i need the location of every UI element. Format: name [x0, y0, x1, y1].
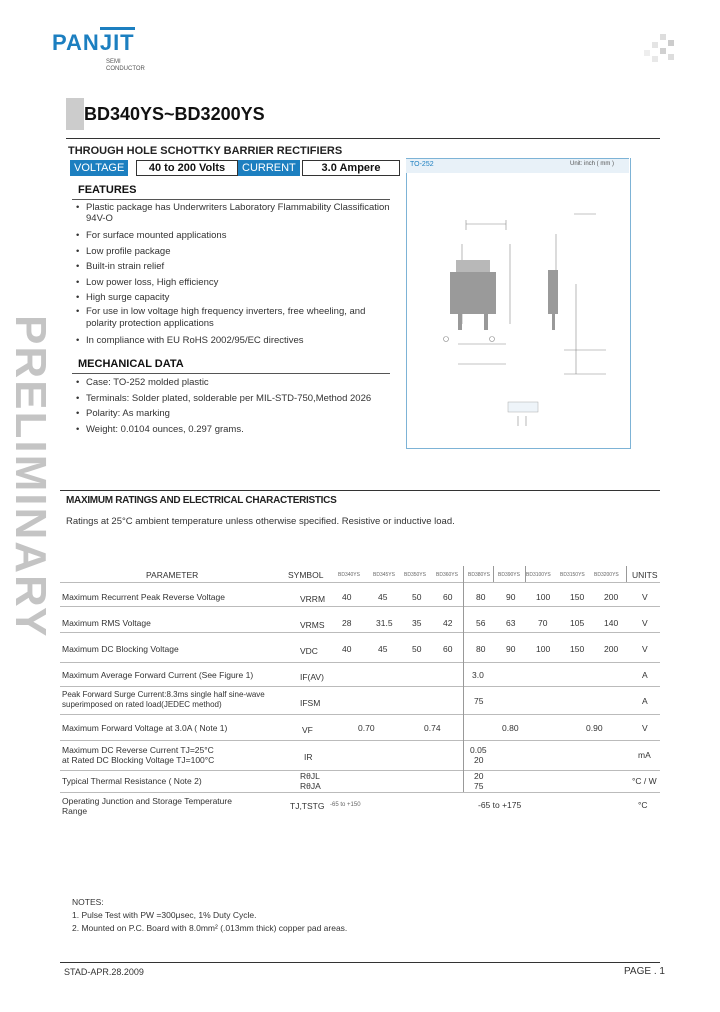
value-cell: 3.0: [472, 670, 484, 680]
param-cell: Range: [62, 806, 88, 816]
unit-cell: °C: [638, 800, 648, 810]
features-heading: FEATURES: [78, 184, 137, 196]
mechanical-heading: MECHANICAL DATA: [78, 358, 184, 370]
value-cell: 75: [474, 781, 484, 791]
list-item: • In compliance with EU RoHS 2002/95/EC directives: [76, 333, 394, 349]
list-item: • Low power loss, High efficiency: [76, 275, 394, 291]
symbol-cell: VRRM: [300, 594, 326, 604]
value-cell: 70: [538, 618, 548, 628]
subtitle: THROUGH HOLE SCHOTTKY BARRIER RECTIFIERS: [68, 145, 343, 157]
table-rule: [60, 662, 660, 663]
mechanical-list: [76, 375, 416, 437]
symbol-cell: VF: [302, 725, 313, 735]
value-cell: -65 to +150: [330, 802, 361, 808]
value-cell: 140: [604, 618, 619, 628]
value-cell: 100: [536, 592, 551, 602]
value-cell: 45: [378, 592, 388, 602]
value-cell: 200: [604, 644, 619, 654]
footer-rule: [60, 962, 660, 963]
param-cell: Operating Junction and Storage Temperature: [62, 796, 232, 806]
symbol-cell: VRMS: [300, 620, 325, 630]
unit-cell: A: [642, 696, 648, 706]
symbol-cell: RθJA: [300, 781, 321, 791]
table-rule: [60, 714, 660, 715]
list-item: • Terminals: Solder plated, solderable per MIL-STD-750,Method 2026: [76, 391, 416, 407]
brand-subtitle: [106, 59, 145, 73]
voltage-value: 40 to 200 Volts: [136, 160, 238, 176]
col-part: BD3200YS: [594, 572, 619, 578]
list-item: • High surge capacity: [76, 290, 394, 306]
note-item: 2. Mounted on P.C. Board with 8.0mm² (.013mm thick) copper pad areas.: [72, 923, 348, 933]
table-rule: [60, 686, 660, 687]
value-cell: 90: [506, 592, 516, 602]
unit-cell: V: [642, 592, 648, 602]
value-cell: 0.90: [586, 723, 603, 733]
param-cell: Peak Forward Surge Current:8.3ms single half sine-wave superimposed on rated load(JEDEC method): [62, 690, 265, 709]
value-cell: 200: [604, 592, 619, 602]
features-rule: [72, 199, 390, 200]
note-item: 1. Pulse Test with PW =300μsec, 1% Duty Cycle.: [72, 910, 257, 920]
unit-cell: V: [642, 723, 648, 733]
col-part: BD380YS: [468, 572, 490, 578]
symbol-cell: IF(AV): [300, 672, 324, 682]
col-part: BD360YS: [436, 572, 458, 578]
value-cell: 20: [474, 755, 484, 765]
page-title: BD340YS~BD3200YS: [84, 104, 265, 124]
table-rule: [60, 792, 660, 793]
ratings-table: [60, 566, 660, 826]
footer-date: STAD-APR.28.2009: [64, 967, 144, 977]
value-cell: 60: [443, 592, 453, 602]
value-cell: 20: [474, 771, 484, 781]
param-cell: Maximum DC Blocking Voltage: [62, 644, 179, 654]
ratings-heading: MAXIMUM RATINGS AND ELECTRICAL CHARACTERISTICS: [66, 495, 337, 506]
table-rule: [60, 582, 660, 583]
value-cell: 45: [378, 644, 388, 654]
notes-heading: NOTES:: [72, 897, 104, 907]
list-item: • Case: TO-252 molded plastic: [76, 375, 416, 391]
value-cell: 42: [443, 618, 453, 628]
voltage-label: VOLTAGE: [70, 160, 128, 176]
col-part: BD345YS: [373, 572, 395, 578]
current-label: CURRENT: [238, 160, 300, 176]
value-cell: 60: [443, 644, 453, 654]
value-cell: 63: [506, 618, 516, 628]
col-symbol: SYMBOL: [288, 570, 324, 580]
col-part: BD350YS: [404, 572, 426, 578]
value-cell: 80: [476, 592, 486, 602]
table-rule: [60, 770, 660, 771]
table-rule: [60, 632, 660, 633]
table-rule: [60, 606, 660, 607]
list-item: • Low profile package: [76, 244, 394, 260]
column-divider: [626, 566, 627, 582]
value-cell: -65 to +175: [478, 800, 522, 810]
brand-sub-2: CONDUCTOR: [106, 66, 145, 72]
param-cell: Maximum Forward Voltage at 3.0A ( Note 1): [62, 723, 228, 733]
brand-name-b: JIT: [100, 27, 135, 55]
value-cell: 100: [536, 644, 551, 654]
value-cell: 0.70: [358, 723, 375, 733]
package-name: TO-252: [410, 161, 434, 168]
symbol-cell: VDC: [300, 646, 318, 656]
notes: [72, 896, 347, 935]
logo-dots-icon: [636, 34, 676, 64]
list-item: • Weight: 0.0104 ounces, 0.297 grams.: [76, 422, 416, 438]
brand-name-a: PAN: [52, 30, 100, 55]
mechanical-rule: [72, 373, 390, 374]
col-part: BD390YS: [498, 572, 520, 578]
value-cell: 150: [570, 592, 585, 602]
ratings-rule: [60, 490, 660, 491]
col-part: BD3100YS: [526, 572, 551, 578]
watermark: PRELIMINARY: [6, 315, 55, 639]
brand-logo: [52, 30, 135, 56]
brand-sub-1: SEMI: [106, 59, 121, 65]
list-item: • Plastic package has Underwriters Laboratory Flammability Classification 94V-O: [76, 202, 394, 228]
unit-cell: V: [642, 644, 648, 654]
list-item: • For surface mounted applications: [76, 228, 394, 244]
features-list: [76, 202, 394, 348]
value-cell: 35: [412, 618, 422, 628]
symbol-cell: IR: [304, 752, 313, 762]
value-cell: 50: [412, 592, 422, 602]
param-cell: Maximum DC Reverse Current TJ=25°C: [62, 745, 214, 755]
unit-cell: °C / W: [632, 776, 657, 786]
value-cell: 75: [474, 696, 484, 706]
value-cell: 150: [570, 644, 585, 654]
package-outline-drawing: [406, 174, 629, 446]
title-accent: [66, 98, 84, 130]
list-item: • For use in low voltage high frequency inverters, free wheeling, and polarity protection applications: [76, 306, 394, 333]
value-cell: 0.80: [502, 723, 519, 733]
list-item: • Polarity: As marking: [76, 406, 416, 422]
table-rule: [60, 740, 660, 741]
col-units: UNITS: [632, 570, 658, 580]
value-cell: 50: [412, 644, 422, 654]
unit-cell: A: [642, 670, 648, 680]
param-cell: Typical Thermal Resistance ( Note 2): [62, 776, 202, 786]
current-value: 3.0 Ampere: [302, 160, 400, 176]
param-cell: at Rated DC Blocking Voltage TJ=100°C: [62, 755, 215, 765]
value-cell: 80: [476, 644, 486, 654]
col-part: BD3150YS: [560, 572, 585, 578]
column-divider: [463, 566, 464, 792]
param-cell: Maximum Recurrent Peak Reverse Voltage: [62, 592, 225, 602]
value-cell: 28: [342, 618, 352, 628]
col-part: BD340YS: [338, 572, 360, 578]
column-divider: [493, 566, 494, 582]
unit-cell: mA: [638, 750, 651, 760]
package-unit: Unit: inch ( mm ): [570, 161, 615, 167]
symbol-cell: IFSM: [300, 698, 321, 708]
value-cell: 56: [476, 618, 486, 628]
value-cell: 90: [506, 644, 516, 654]
param-cell: Maximum Average Forward Current (See Figure 1): [62, 670, 254, 680]
page-number: PAGE . 1: [624, 966, 665, 977]
value-cell: 40: [342, 644, 352, 654]
value-cell: 105: [570, 618, 585, 628]
col-parameter: PARAMETER: [146, 570, 199, 580]
value-cell: 31.5: [376, 618, 393, 628]
column-divider: [525, 566, 526, 582]
unit-cell: V: [642, 618, 648, 628]
value-cell: 40: [342, 592, 352, 602]
ratings-note: Ratings at 25°C ambient temperature unless otherwise specified. Resistive or inductive load.: [66, 516, 455, 527]
symbol-cell: RθJL: [300, 771, 320, 781]
param-cell: Maximum RMS Voltage: [62, 618, 151, 628]
symbol-cell: TJ,TSTG: [290, 801, 325, 811]
value-cell: 0.05: [470, 745, 487, 755]
value-cell: 0.74: [424, 723, 441, 733]
list-item: • Built-in strain relief: [76, 259, 394, 275]
